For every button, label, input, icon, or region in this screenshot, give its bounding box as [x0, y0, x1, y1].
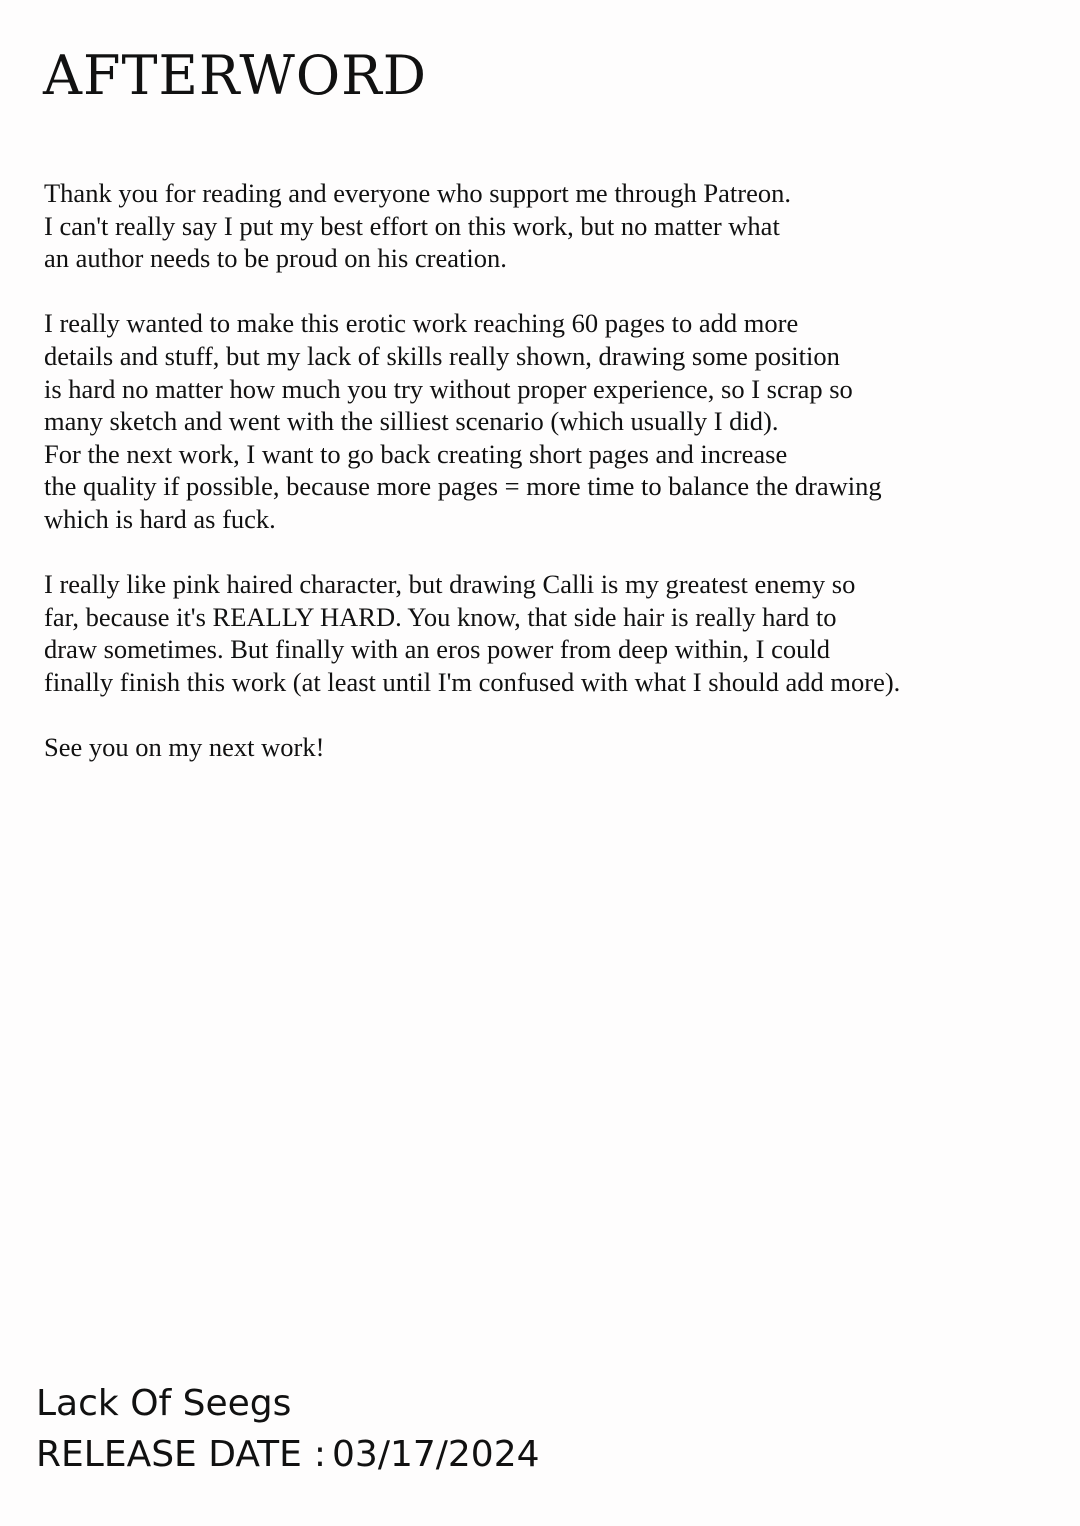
text-line: finally finish this work (at least until I'm confused with what I should add more). — [44, 666, 901, 697]
text-line: many sketch and went with the silliest scenario (which usually I did). — [44, 406, 779, 437]
release-footer — [36, 1378, 540, 1480]
paragraph-farewell — [44, 731, 1074, 764]
release-date-separator: : — [313, 1434, 327, 1475]
release-date-label: RELEASE DATE — [36, 1434, 302, 1475]
paragraph-character — [44, 568, 1074, 698]
text-line: I really like pink haired character, but drawing Calli is my greatest enemy so — [44, 569, 856, 600]
release-date-line — [36, 1429, 540, 1480]
text-line: is hard no matter how much you try without proper experience, so I scrap so — [44, 373, 853, 404]
work-title: Lack Of Seegs — [36, 1383, 292, 1424]
release-date-value: 03/17/2024 — [332, 1434, 540, 1475]
text-line: far, because it's REALLY HARD. You know, that side hair is really hard to — [44, 601, 837, 632]
text-line: an author needs to be proud on his creation. — [44, 243, 507, 274]
page-title: AFTERWORD — [43, 44, 428, 107]
text-line: Thank you for reading and everyone who support me through Patreon. — [44, 178, 791, 208]
text-line: I can't really say I put my best effort on this work, but no matter what — [44, 210, 780, 241]
text-line: For the next work, I want to go back creating short pages and increase — [44, 438, 788, 469]
text-line: details and stuff, but my lack of skills really shown, drawing some position — [44, 340, 840, 371]
text-line: draw sometimes. But finally with an eros power from deep within, I could — [44, 634, 830, 665]
text-line: I really wanted to make this erotic work reaching 60 pages to add more — [44, 308, 799, 339]
text-line: which is hard as fuck. — [44, 503, 276, 534]
text-line: See you on my next work! — [44, 732, 325, 763]
afterword-body — [44, 177, 1074, 796]
paragraph-pages — [44, 307, 1074, 535]
text-line: the quality if possible, because more pages = more time to balance the drawing — [44, 471, 882, 502]
paragraph-thanks — [44, 177, 1074, 275]
